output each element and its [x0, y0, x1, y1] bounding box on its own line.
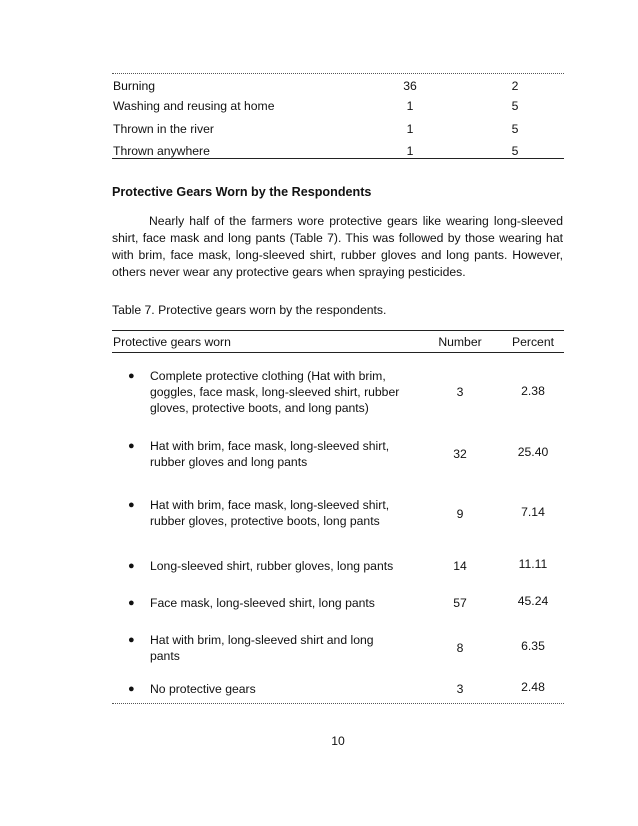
row-percent: 11.11: [518, 557, 548, 571]
row-number: 9: [456, 507, 464, 521]
row-percent: 2.38: [521, 384, 545, 398]
row-number: 36: [403, 79, 417, 93]
bullet-icon: ●: [128, 370, 135, 382]
protective-gears-table: [112, 330, 564, 696]
table-row: [112, 94, 564, 114]
row-number: 14: [453, 559, 467, 573]
body-paragraph: Nearly half of the farmers wore protective gears like wearing long-sleeved shirt, face mask and long pants (Table 7). This was followed by those wearing hat with brim, face mask, long-sleeved shirt, rubber gloves and long pants. However, others never wear any protective gears when spraying pesticides.: [112, 214, 563, 279]
bullet-icon: ●: [128, 597, 135, 609]
row-number: 3: [456, 385, 464, 399]
row-label: Hat with brim, face mask, long-sleeved shirt, rubber gloves and long pants: [150, 439, 390, 469]
header-percent: Percent: [511, 335, 554, 349]
table-row: [112, 136, 564, 158]
row-label: Hat with brim, long-sleeved shirt and long pants: [150, 633, 374, 663]
bullet-icon: ●: [128, 683, 135, 695]
row-percent: 5: [511, 122, 519, 136]
row-percent: 25.40: [517, 445, 549, 459]
table-header-row: [112, 330, 564, 353]
row-percent: 2.48: [521, 680, 545, 694]
table-row: [112, 114, 564, 136]
header-number: Number: [438, 335, 482, 349]
row-percent: 2: [511, 79, 519, 93]
row-label: Complete protective clothing (Hat with brim, goggles, face mask, long-sleeved shirt, rubber gloves, protective boots, and long pants): [150, 369, 400, 415]
row-number: 8: [456, 641, 464, 655]
row-label: Thrown in the river: [113, 122, 214, 136]
row-number: 3: [456, 682, 464, 696]
row-percent: 7.14: [521, 505, 545, 519]
row-number: 57: [453, 596, 467, 610]
table-caption: Table 7. Protective gears worn by the respondents.: [112, 303, 387, 317]
bullet-icon: ●: [128, 440, 135, 452]
table-row: [112, 73, 564, 94]
row-label: Burning: [113, 79, 156, 93]
row-label: No protective gears: [150, 682, 256, 696]
row-label: Long-sleeved shirt, rubber gloves, long pants: [150, 559, 394, 573]
table-bottom-rule: [112, 703, 564, 704]
row-percent: 5: [511, 144, 519, 158]
row-percent: 6.35: [521, 639, 545, 653]
continued-disposal-table: [112, 73, 564, 159]
bullet-icon: ●: [128, 499, 135, 511]
row-label: Thrown anywhere: [113, 144, 210, 158]
row-label: Hat with brim, face mask, long-sleeved shirt, rubber gloves, protective boots, long pants: [150, 498, 390, 528]
section-heading: Protective Gears Worn by the Respondents: [112, 185, 372, 199]
bullet-icon: ●: [128, 634, 135, 646]
page-number: 10: [331, 734, 345, 748]
row-percent: 5: [511, 99, 519, 113]
row-label: Washing and reusing at home: [113, 99, 275, 113]
row-number: 1: [406, 144, 414, 158]
row-number: 32: [453, 447, 467, 461]
header-label: Protective gears worn: [113, 335, 231, 349]
row-number: 1: [406, 122, 414, 136]
bullet-icon: ●: [128, 560, 135, 572]
row-number: 1: [406, 99, 414, 113]
row-label: Face mask, long-sleeved shirt, long pants: [150, 596, 375, 610]
row-percent: 45.24: [517, 594, 549, 608]
